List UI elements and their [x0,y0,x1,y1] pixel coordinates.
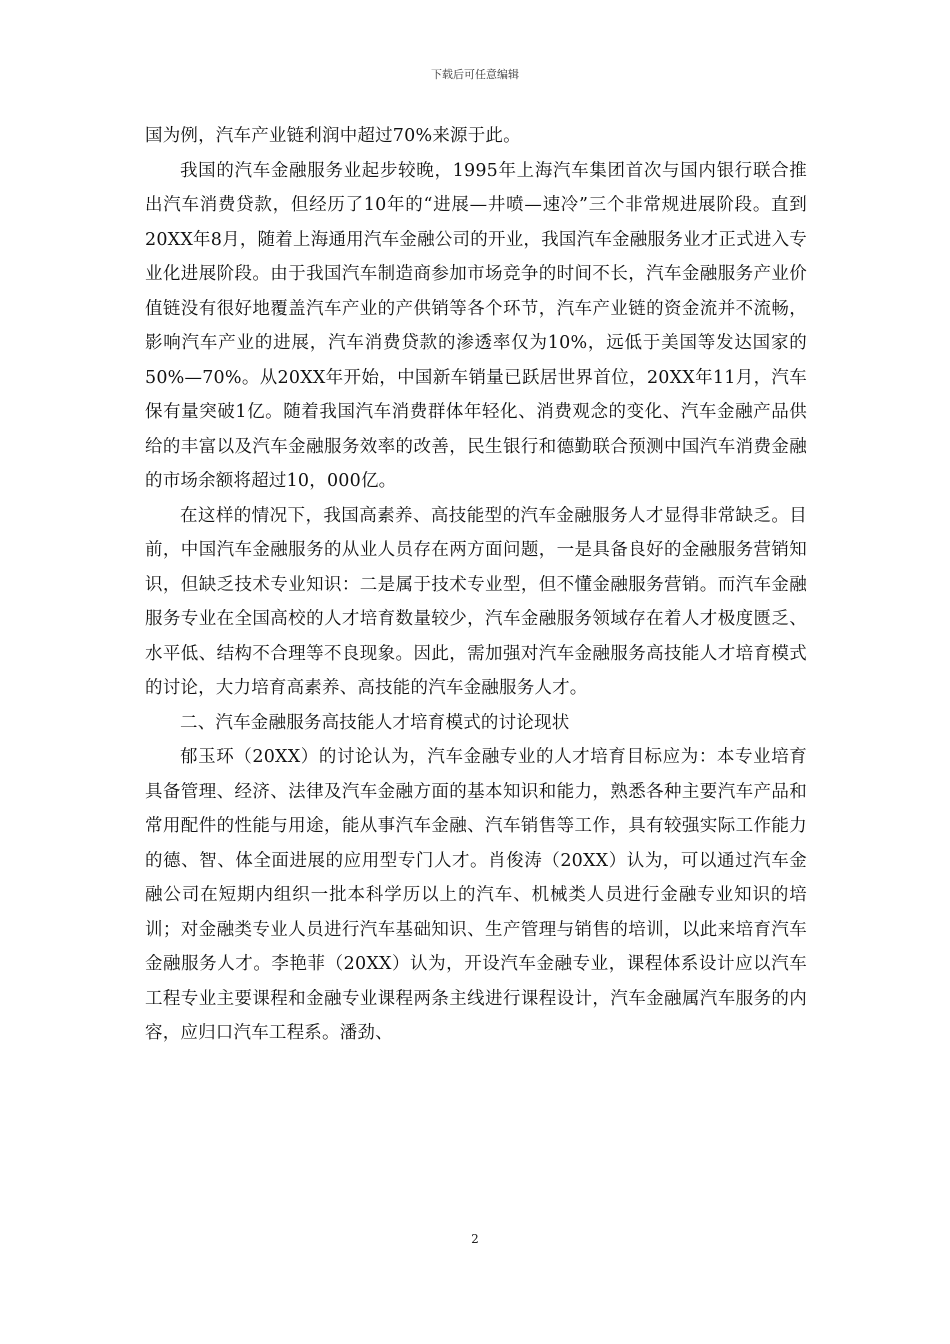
paragraph-continuation: 国为例，汽车产业链利润中超过70%来源于此。 [145,126,521,146]
page-number: 2 [471,1232,479,1246]
paragraph-industry-history: 我国的汽车金融服务业起步较晚，1995年上海汽车集团首次与国内银行联合推出汽车消费贷款，但经历了10年的“进展—井喷—速冷”三个非常规进展阶段。直到20XX年8月，随着上海通用汽车金融公司的开业，我国汽车金融服务业才正式进入专业化进展阶段。由于我国汽车制造商参加市场竞争的时间不长，汽车金融服务产业价值链没有很好地覆盖汽车产业的产供销等各个环节，汽车产业链的资金流并不流畅，影响汽车产业的进展，汽车消费贷款的渗透率仅为10%，远低于美国等发达国家的50%—70%。从20XX年开始，中国新车销量已跃居世界首位，20XX年11月，汽车保有量突破1亿。随着我国汽车消费群体年轻化、消费观念的变化、汽车金融产品供给的丰富以及汽车金融服务效率的改善，民生银行和德勤联合预测中国汽车消费金融的市场余额将超过10，000亿。 [145,160,807,491]
page-header: 下载后可任意编辑 [431,68,519,81]
document-body [145,119,807,1051]
paragraph-talent-shortage: 在这样的情况下，我国高素养、高技能型的汽车金融服务人才显得非常缺乏。目前，中国汽车金融服务的从业人员存在两方面问题，一是具备良好的金融服务营销知识，但缺乏技术专业知识：二是属于技术专业型，但不懂金融服务营销。而汽车金融服务专业在全国高校的人才培育数量较少，汽车金融服务领域存在着人才极度匮乏、水平低、结构不合理等不良现象。因此，需加强对汽车金融服务高技能人才培育模式的讨论，大力培育高素养、高技能的汽车金融服务人才。 [145,505,807,698]
section-heading: 二、汽车金融服务高技能人才培育模式的讨论现状 [180,712,570,733]
paragraph-research-status: 郁玉环（20XX）的讨论认为，汽车金融专业的人才培育目标应为：本专业培育具备管理、经济、法律及汽车金融方面的基本知识和能力，熟悉各种主要汽车产品和常用配件的性能与用途，能从事汽车金融、汽车销售等工作，具有较强实际工作能力的德、智、体全面进展的应用型专门人才。肖俊涛（20XX）认为，可以通过汽车金融公司在短期内组织一批本科学历以上的汽车、机械类人员进行金融专业知识的培训；对金融类专业人员进行汽车基础知识、生产管理与销售的培训，以此来培育汽车金融服务人才。李艳菲（20XX）认为，开设汽车金融专业，课程体系设计应以汽车工程专业主要课程和金融专业课程两条主线进行课程设计，汽车金融属汽车服务的内容，应归口汽车工程系。潘劲、 [145,747,807,1043]
